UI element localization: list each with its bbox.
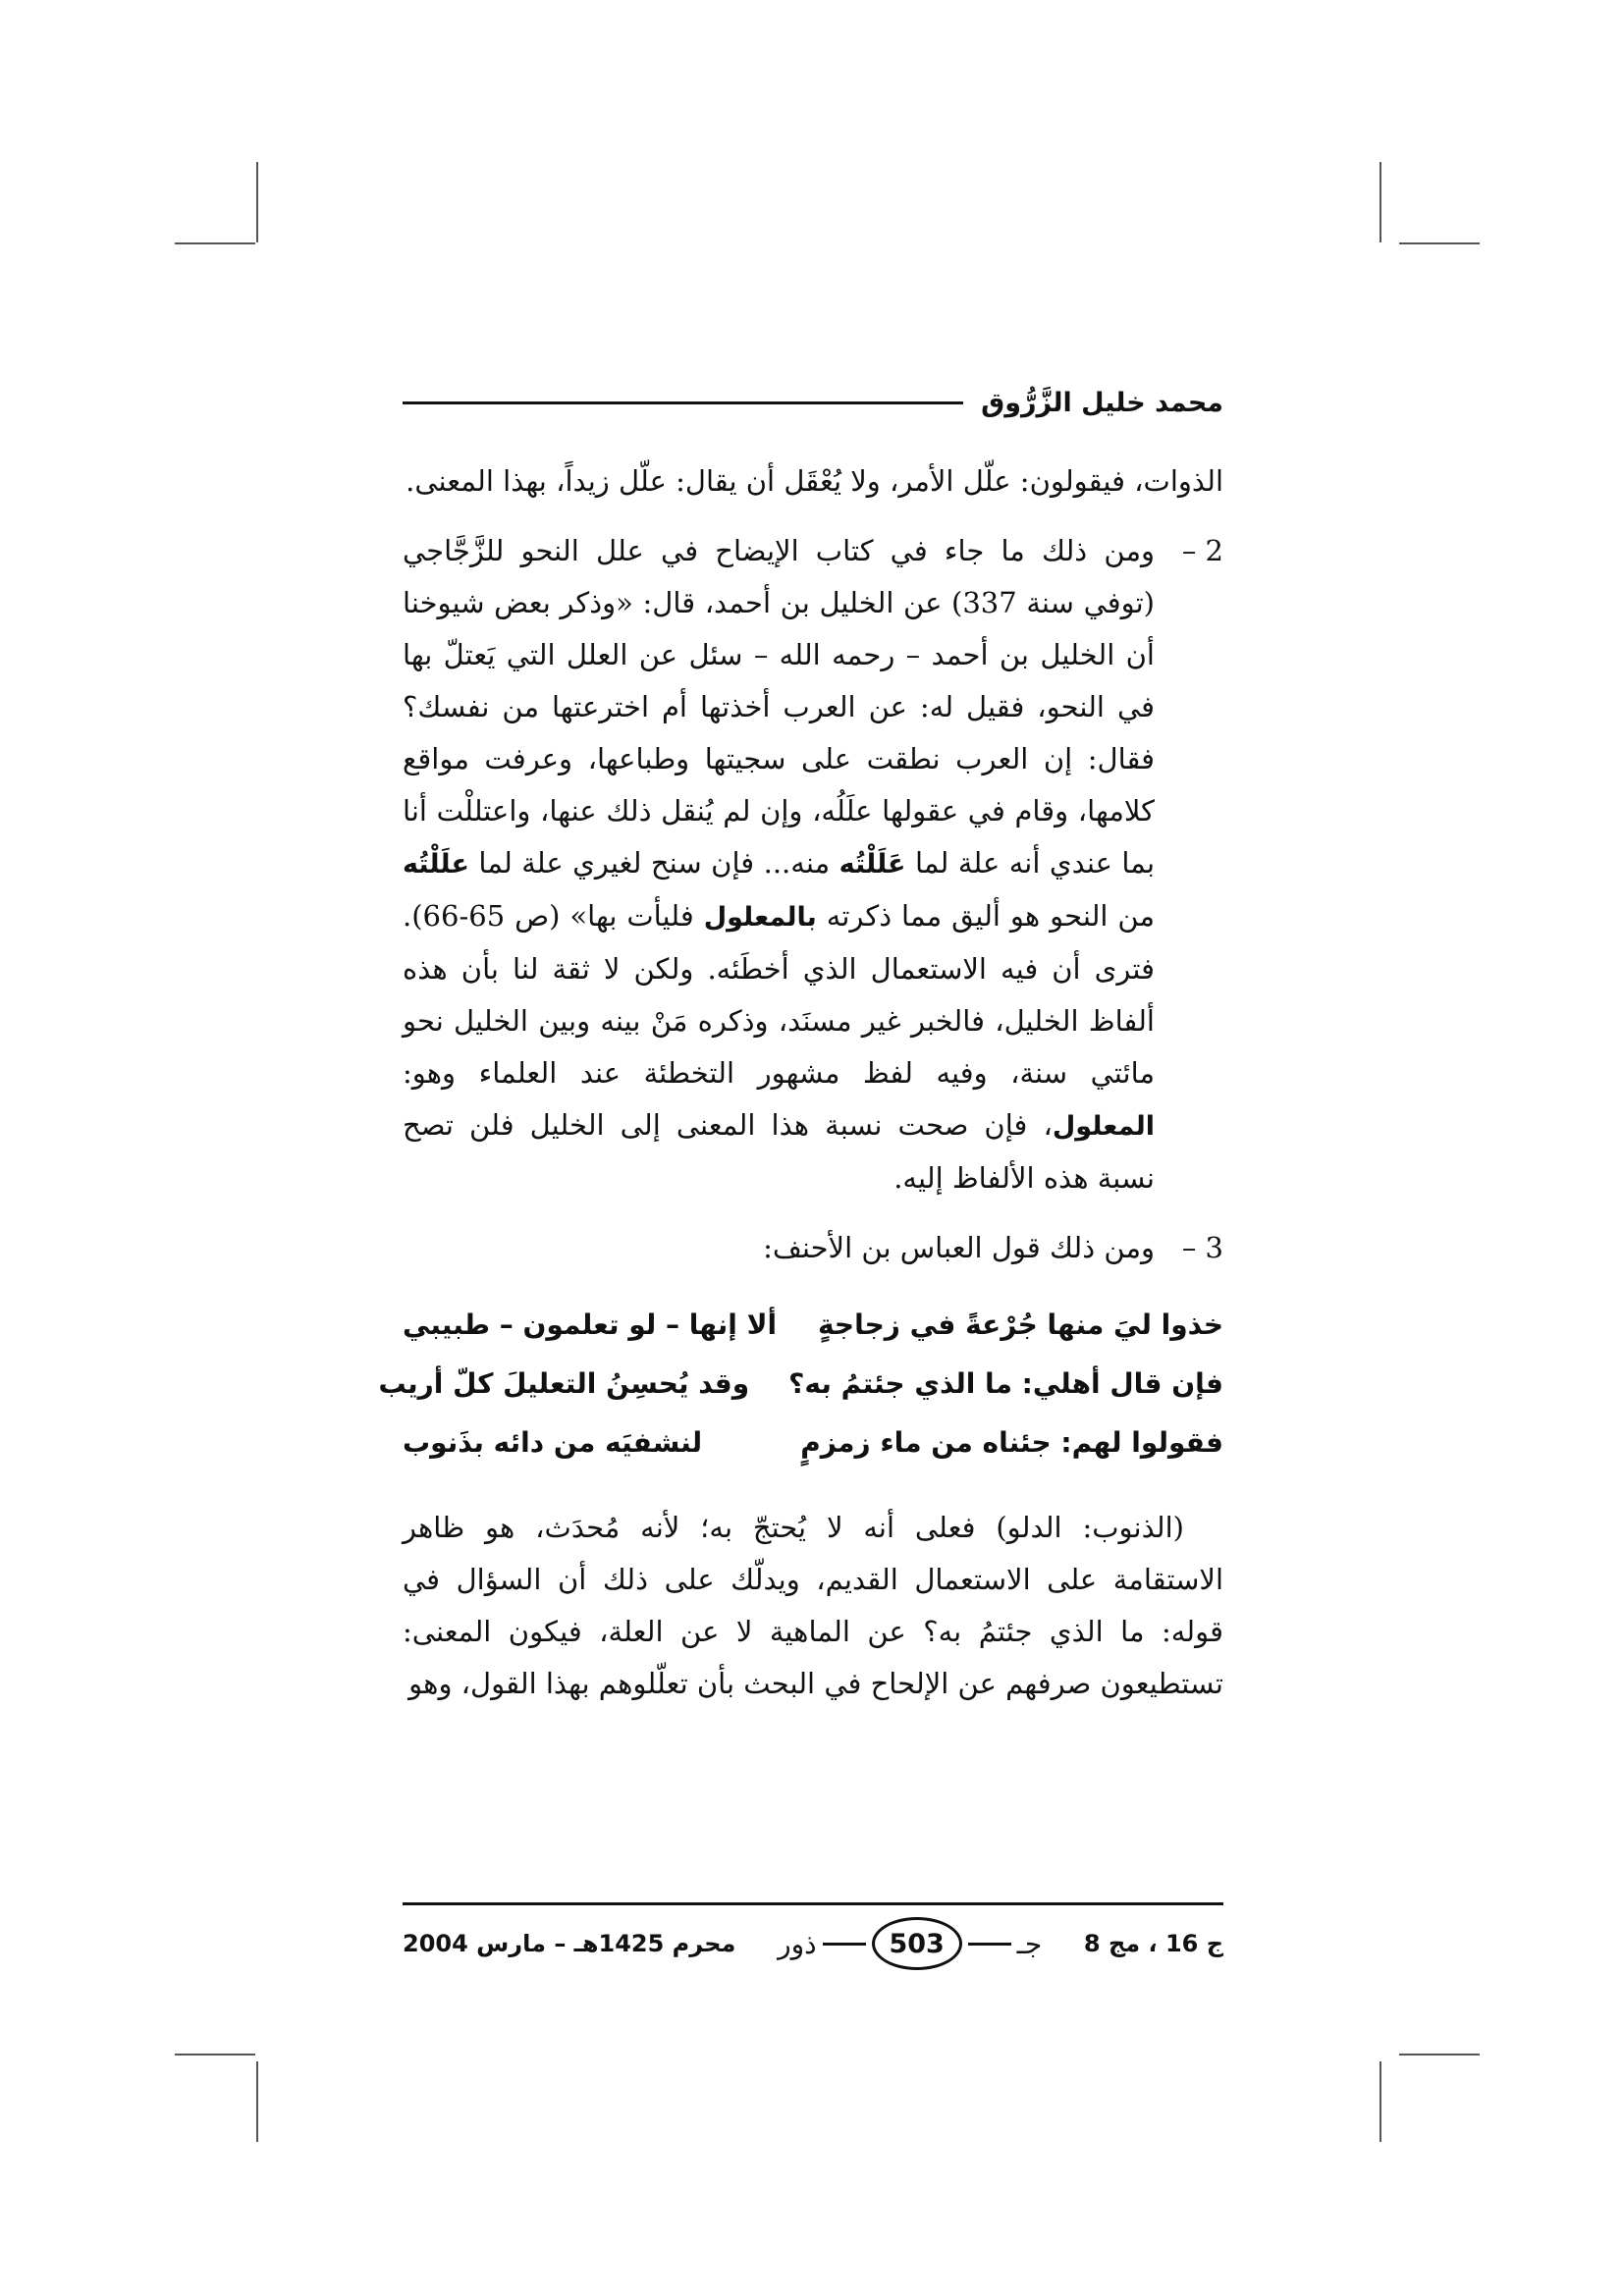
list-item-3 [403,1222,1223,1274]
journal-mark [778,1917,1042,1970]
verse-second-hemistich: لنشفيَه من دائه بذَنوب [403,1426,703,1459]
bold-term: بالمعلول [703,902,817,933]
poem-verse [403,1296,1223,1355]
verse-first-hemistich: فإن قال أهلي: ما الذي جئتمُ به؟ [788,1367,1223,1400]
crop-mark [175,242,255,244]
poem [378,1296,1223,1472]
verse-first-hemistich: فقولوا لهم: جئناه من ماء زمزمٍ [800,1426,1223,1459]
crop-mark [256,2061,258,2142]
header-rule [403,401,963,404]
verse-second-hemistich: وقد يُحسِنُ التعليلَ كلّ أريب [378,1367,750,1400]
issue-date: محرم 1425هـ – مارس 2004 [403,1930,736,1957]
crop-mark [1399,2054,1480,2056]
issue-info: ج 16 ، مج 8 [1083,1930,1223,1957]
article-body [378,455,1223,1710]
crop-mark [1380,2061,1381,2142]
bold-term: المعلول [1052,1111,1155,1142]
item-number: 3 – [1181,1231,1223,1264]
crop-mark [175,2054,255,2056]
verse-second-hemistich: ألا إنها – لو تعلمون – طبيبي [403,1308,778,1341]
bold-term: عَلَلْتُه [839,849,906,880]
journal-line [968,1943,1011,1946]
bold-term: علَلْتُه [403,849,469,880]
opening-paragraph: الذوات، فيقولون: علّل الأمر، ولا يُعْقَل أن يقال: علّل زيداً، بهذا المعنى. [406,464,1223,498]
page-number: 503 [872,1917,962,1970]
poem-verse [403,1414,1223,1472]
item-3-text: ومن ذلك قول العباس بن الأحنف: [763,1231,1155,1264]
item-number: 2 – [1181,534,1223,567]
verse-first-hemistich: خذوا ليَ منها جُرْعةً في زجاجةٍ [817,1308,1223,1341]
commentary-paragraph: (الذنوب: الدلو) فعلى أنه لا يُحتجّ به؛ لأنه مُحدَث، هو ظاهر الاستقامة على الاستعمال القديم، ويدلّك على ذلك أن السؤال في قوله: ما الذي جئتمُ به؟ عن الماهية لا عن العلة، فيكون المعنى: تستطيعون صرفهم عن الإلحاح في البحث بأن تعلّلوهم بهذا القول، وهو [403,1511,1223,1700]
crop-mark [1399,242,1480,244]
page [378,373,1223,1963]
item-2-text: ومن ذلك ما جاء في كتاب الإيضاح في علل النحو للزَّجَّاجي (توفي سنة 337) عن الخليل بن أحمد، قال: «وذكر بعض شيوخنا أن الخليل بن أحمد – رحمه الله – سئل عن العلل التي يَعتلّ بها في النحو، فقيل له: عن العرب أخذتها أم اخترعتها من نفسك؟ فقال: إن العرب نطقت على سجيتها وطباعها، وعرفت مواقع كلامها، وقام في عقولها علَلُه، وإن لم يُنقل ذلك عنها، واعتللْت أنا بما عندي أنه علة لما عَلَلْتُه منه... فإن سنح لغيري علة لما علَلْتُه من النحو هو أليق مما ذكرته بالمعلول فليأت بها» (ص 65-66). فترى أن فيه الاستعمال الذي أخطَئه. ولكن لا ثقة لنا بأن هذه ألفاظ الخليل، فالخبر غير مسنَد، وذكره مَنْ بينه وبين الخليل نحو مائتي سنة، وفيه لفظ مشهور التخطئة عند العلماء وهو: المعلول، فإن صحت نسبة هذا المعنى إلى الخليل فلن تصح نسبة هذه الألفاظ إليه. [403,534,1156,1195]
poem-verse [378,1355,1223,1414]
crop-mark [256,162,258,242]
list-item-2 [403,525,1223,1204]
journal-name-right: ذور [778,1927,817,1960]
journal-line [823,1943,866,1946]
journal-name-left: جـ [1016,1927,1043,1960]
running-footer [403,1914,1223,1973]
author-name: محمد خليل الزَّرُّوق [981,387,1223,418]
crop-mark [1380,162,1381,242]
running-header [403,373,1223,432]
footer-rule [403,1902,1223,1905]
